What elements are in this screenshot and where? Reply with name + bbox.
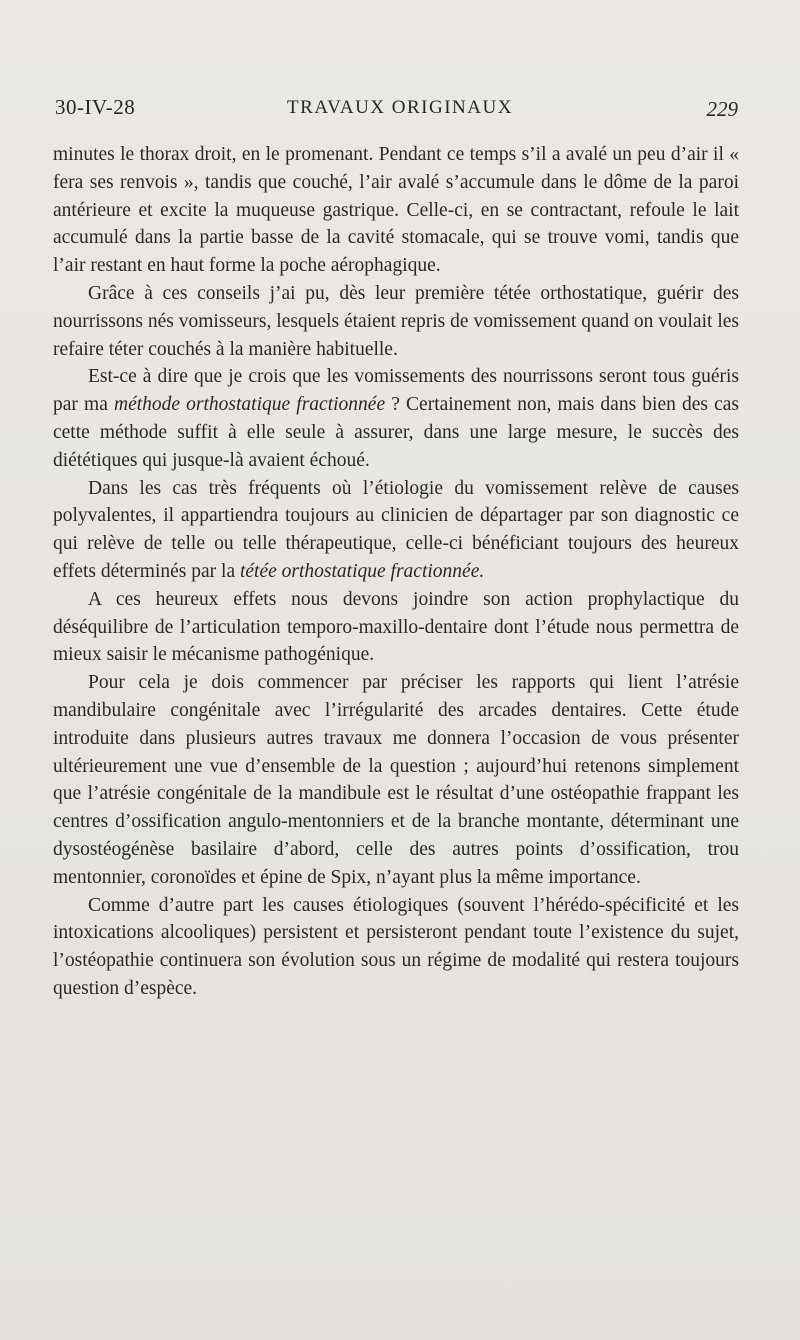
text-segment: minutes le thorax droit, en le promenant. Pendant ce temps s’il a avalé un peu d’air il « fera ses renvois », tandis que couché, l’air avalé s’accumule dans le dôme de la paroi antérieure et excite la muqueuse gastrique. Celle-ci, en se contractant, refoule le lait accumulé dans la partie basse de la cavité stomacale, qui se trouve vomi, tandis que l’air restant en haut forme la poche aérophagique. bbox=[53, 144, 739, 277]
italic-text-segment: tétée orthostatique fractionnée. bbox=[239, 560, 485, 582]
text-segment: A ces heureux effets nous devons joindre son action prophylactique du déséquilibre de l’articulation temporo-maxillo-dentaire dont l’étude nous permettra de mieux saisir le mécanisme pathogénique. bbox=[53, 588, 739, 666]
text-segment: Grâce à ces conseils j’ai pu, dès leur première tétée orthostatique, guérir des nourrissons nés vomisseurs, lesquels étaient repris de vomissement quand on voulait les refaire téter couchés à la manière habituelle. bbox=[53, 282, 739, 360]
header-section-title: TRAVAUX ORIGINAUX bbox=[287, 97, 513, 118]
paragraph-continuation bbox=[53, 141, 739, 280]
paragraph-pour-cela bbox=[53, 669, 739, 891]
paragraph-heureux-effets bbox=[53, 586, 739, 669]
paragraph-cas-frequents bbox=[53, 475, 739, 586]
header-date: 30-IV-28 bbox=[55, 95, 136, 119]
paragraph-comme-dautre-part bbox=[53, 892, 739, 1003]
text-segment: Est-ce à dire que je crois que les vomissements des nourrissons seront tous guéris par ma bbox=[53, 366, 739, 416]
page-number: 229 bbox=[706, 97, 738, 121]
running-header bbox=[55, 95, 745, 125]
text-segment: ? Certainement non, mais dans bien des cas cette méthode suffit à elle seule à assurer, dans une large mesure, le succès des diététiques qui jusque-là avaient échoué. bbox=[53, 394, 740, 471]
body-text bbox=[53, 141, 739, 1003]
text-segment: Pour cela je dois commencer par préciser les rapports qui lient l’atrésie mandibulaire congénitale avec l’irrégularité des arcades dentaires. Cette étude introduite dans plusieurs autres travaux me donnera l’occasion de vous présenter ultérieurement une vue d’ensemble de la question ; aujourd’hui retenons simplement que l’atrésie congénitale de la mandibule est le résultat d’une ostéopathie frappant les centres d’ossification angulo-mentonniers et de la branche montante, déterminant une dysostéogénèse basilaire d’abord, celle des autres points d’ossification, trou mentonnier, coronoïdes et épine de Spix, n’ayant plus la même importance. bbox=[53, 672, 739, 888]
text-segment: Comme d’autre part les causes étiologiques (souvent l’hérédo-spécificité et les intoxications alcooliques) persistent et persisteront pendant toute l’existence du sujet, l’ostéopathie continuera son évolution sous un régime de modalité qui restera toujours question d’espèce. bbox=[53, 894, 739, 999]
paragraph-est-ce-a-dire bbox=[53, 363, 739, 474]
text-segment: Dans les cas très fréquents où l’étiologie du vomissement relève de causes polyvalentes, il appartiendra toujours au clinicien de départager par son diagnostic ce qui relève de telle ou telle thérapeutique, celle-ci bénéficiant toujours des heureux effets déterminés par la bbox=[53, 477, 739, 582]
italic-text-segment: méthode orthostatique fractionnée bbox=[113, 394, 386, 416]
paragraph-graces-conseils bbox=[53, 280, 739, 363]
